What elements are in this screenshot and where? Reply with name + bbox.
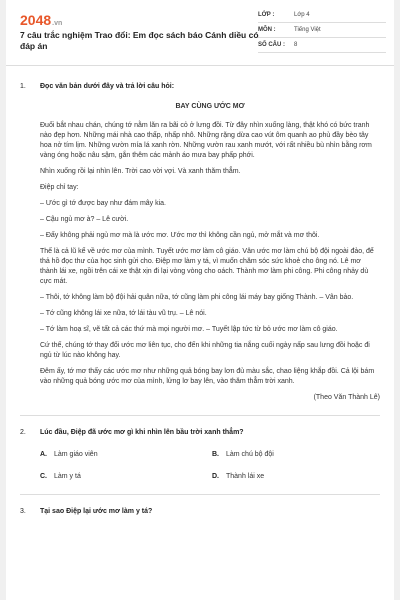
answer-option-c[interactable]	[40, 472, 212, 482]
site-logo[interactable]	[20, 12, 62, 28]
answer-option-d[interactable]	[212, 472, 384, 482]
passage-paragraph: Nhìn xuống rồi lại nhìn lên. Trời cao vời vợi. Và xanh thăm thẳm.	[40, 168, 241, 175]
meta-key: MÔN :	[258, 27, 276, 33]
passage-paragraph: Đuổi bắt nhau chán, chúng tớ nằm lăn ra bãi cỏ ở lưng đồi. Từ đây nhìn xuống làng, thật khó có bức tranh nào đẹp hơn. Những mái nhà cao thấp, nhấp nhô. Những rặng dừa cao vút ôm quanh ao phủ đầy bèo tây hoa nở tím lịm. Những vườn mía lá xanh rờn. Những vườn rau xanh mướt, với rất nhiều bù nhìn bằng rơm vàng óng hoặc nâu sậm, gắn thêm các mảnh áo mưa bay phấp phới.	[40, 122, 372, 159]
logo-text: 2048	[20, 12, 52, 28]
answer-option-b[interactable]	[212, 450, 384, 460]
question-divider	[20, 494, 380, 495]
option-text: Làm chú bộ đội	[226, 451, 274, 458]
passage-paragraph: – Thôi, tớ không làm bộ đội hải quân nữa, tớ cũng làm phi công lái máy bay giống Thành. – Vân bảo.	[40, 294, 354, 301]
question-number: 3.	[20, 508, 26, 515]
question-prompt: Lúc đầu, Điệp đã ước mơ gì khi nhìn lên bầu trời xanh thẳm?	[40, 429, 244, 436]
meta-key: SỐ CÂU :	[258, 42, 285, 48]
question-prompt: Tại sao Điệp lại ước mơ làm y tá?	[40, 508, 153, 515]
passage-author: (Theo Văn Thành Lê)	[313, 394, 380, 401]
passage-paragraph: – Tớ cũng không lái xe nữa, tớ lái tàu vũ trụ. – Lê nói.	[40, 310, 207, 317]
answer-options	[20, 450, 380, 482]
option-letter: D.	[212, 473, 219, 480]
reading-passage	[20, 102, 380, 403]
page-title: 7 câu trắc nghiệm Trao đổi: Em đọc sách báo Cánh diều có đáp án	[20, 30, 259, 51]
question-2-header	[20, 428, 380, 438]
meta-value: Tiếng Việt	[294, 27, 321, 33]
passage-title: BAY CÙNG ƯỚC MƠ	[175, 103, 245, 110]
meta-key: LỚP :	[258, 12, 275, 18]
meta-table	[258, 8, 386, 53]
question-divider	[20, 415, 380, 416]
option-text: Thành lái xe	[226, 473, 265, 480]
option-letter: B.	[212, 451, 219, 458]
option-letter: A.	[40, 451, 47, 458]
option-letter: C.	[40, 473, 47, 480]
logo-suffix: .vn	[52, 20, 63, 27]
meta-value: Lớp 4	[294, 12, 310, 18]
meta-value: 8	[294, 42, 298, 48]
document-page	[6, 0, 394, 600]
option-text: Làm y tá	[54, 473, 81, 480]
passage-paragraph: Đêm ấy, tớ mơ thấy các ước mơ như những quả bóng bay lơn đủ màu sắc, chao liệng khắp đồi. Cả lội bám vào những quả bóng ước mơ của mình, lửng lơ bay lên, vào thăm thẳm trời xanh.	[40, 368, 375, 385]
question-number: 1.	[20, 83, 26, 90]
question-1-header	[20, 82, 380, 92]
question-prompt: Đọc văn bản dưới đây và trả lời câu hỏi:	[40, 83, 175, 90]
passage-paragraph: – Cậu ngủ mơ à? – Lê cười.	[40, 216, 129, 223]
meta-row-subject	[258, 23, 386, 38]
passage-paragraph: – Ước gì tớ được bay như đám mây kia.	[40, 200, 166, 207]
meta-row-grade	[258, 8, 386, 23]
passage-paragraph: Thế là cả lũ kể về ước mơ của mình. Tuyết ước mơ làm cô giáo. Vân ước mơ làm chú bộ đội ngoài đảo, để thả hồ đọc thư của học sinh gửi cho. Điệp mơ làm y tá, vì muốn chăm sóc sức khoẻ cho ông nó. Lê mơ thành lái xe, ngồi trên cái xe thật xịn đi lại vòng vòng cho oách. Thành mơ làm phi công. Phi công nhảy dù cực mát.	[40, 248, 374, 285]
question-3-header	[20, 507, 380, 517]
passage-paragraph: Cứ thế, chúng tớ thay đổi ước mơ liên tục, cho đến khi những tia nắng cuối ngày nấp sau lưng đồi hoặc đi ngủ từ lúc nào không hay.	[40, 342, 370, 359]
passage-paragraph: – Đấy không phải ngủ mơ mà là ước mơ. Ước mơ thì không cần ngủ, mở mắt và mơ thôi.	[40, 232, 320, 239]
passage-paragraph: – Tớ làm hoạ sĩ, vẽ tất cả các thứ mà mọi người mơ. – Tuyết lập tức từ bỏ ước mơ làm cô giáo.	[40, 326, 338, 333]
passage-paragraph: Điệp chỉ tay:	[40, 184, 79, 191]
question-list	[20, 82, 380, 517]
page-header	[6, 0, 394, 66]
meta-row-count	[258, 38, 386, 53]
answer-option-a[interactable]	[40, 450, 212, 460]
question-number: 2.	[20, 429, 26, 436]
option-text: Làm giáo viên	[54, 451, 98, 458]
